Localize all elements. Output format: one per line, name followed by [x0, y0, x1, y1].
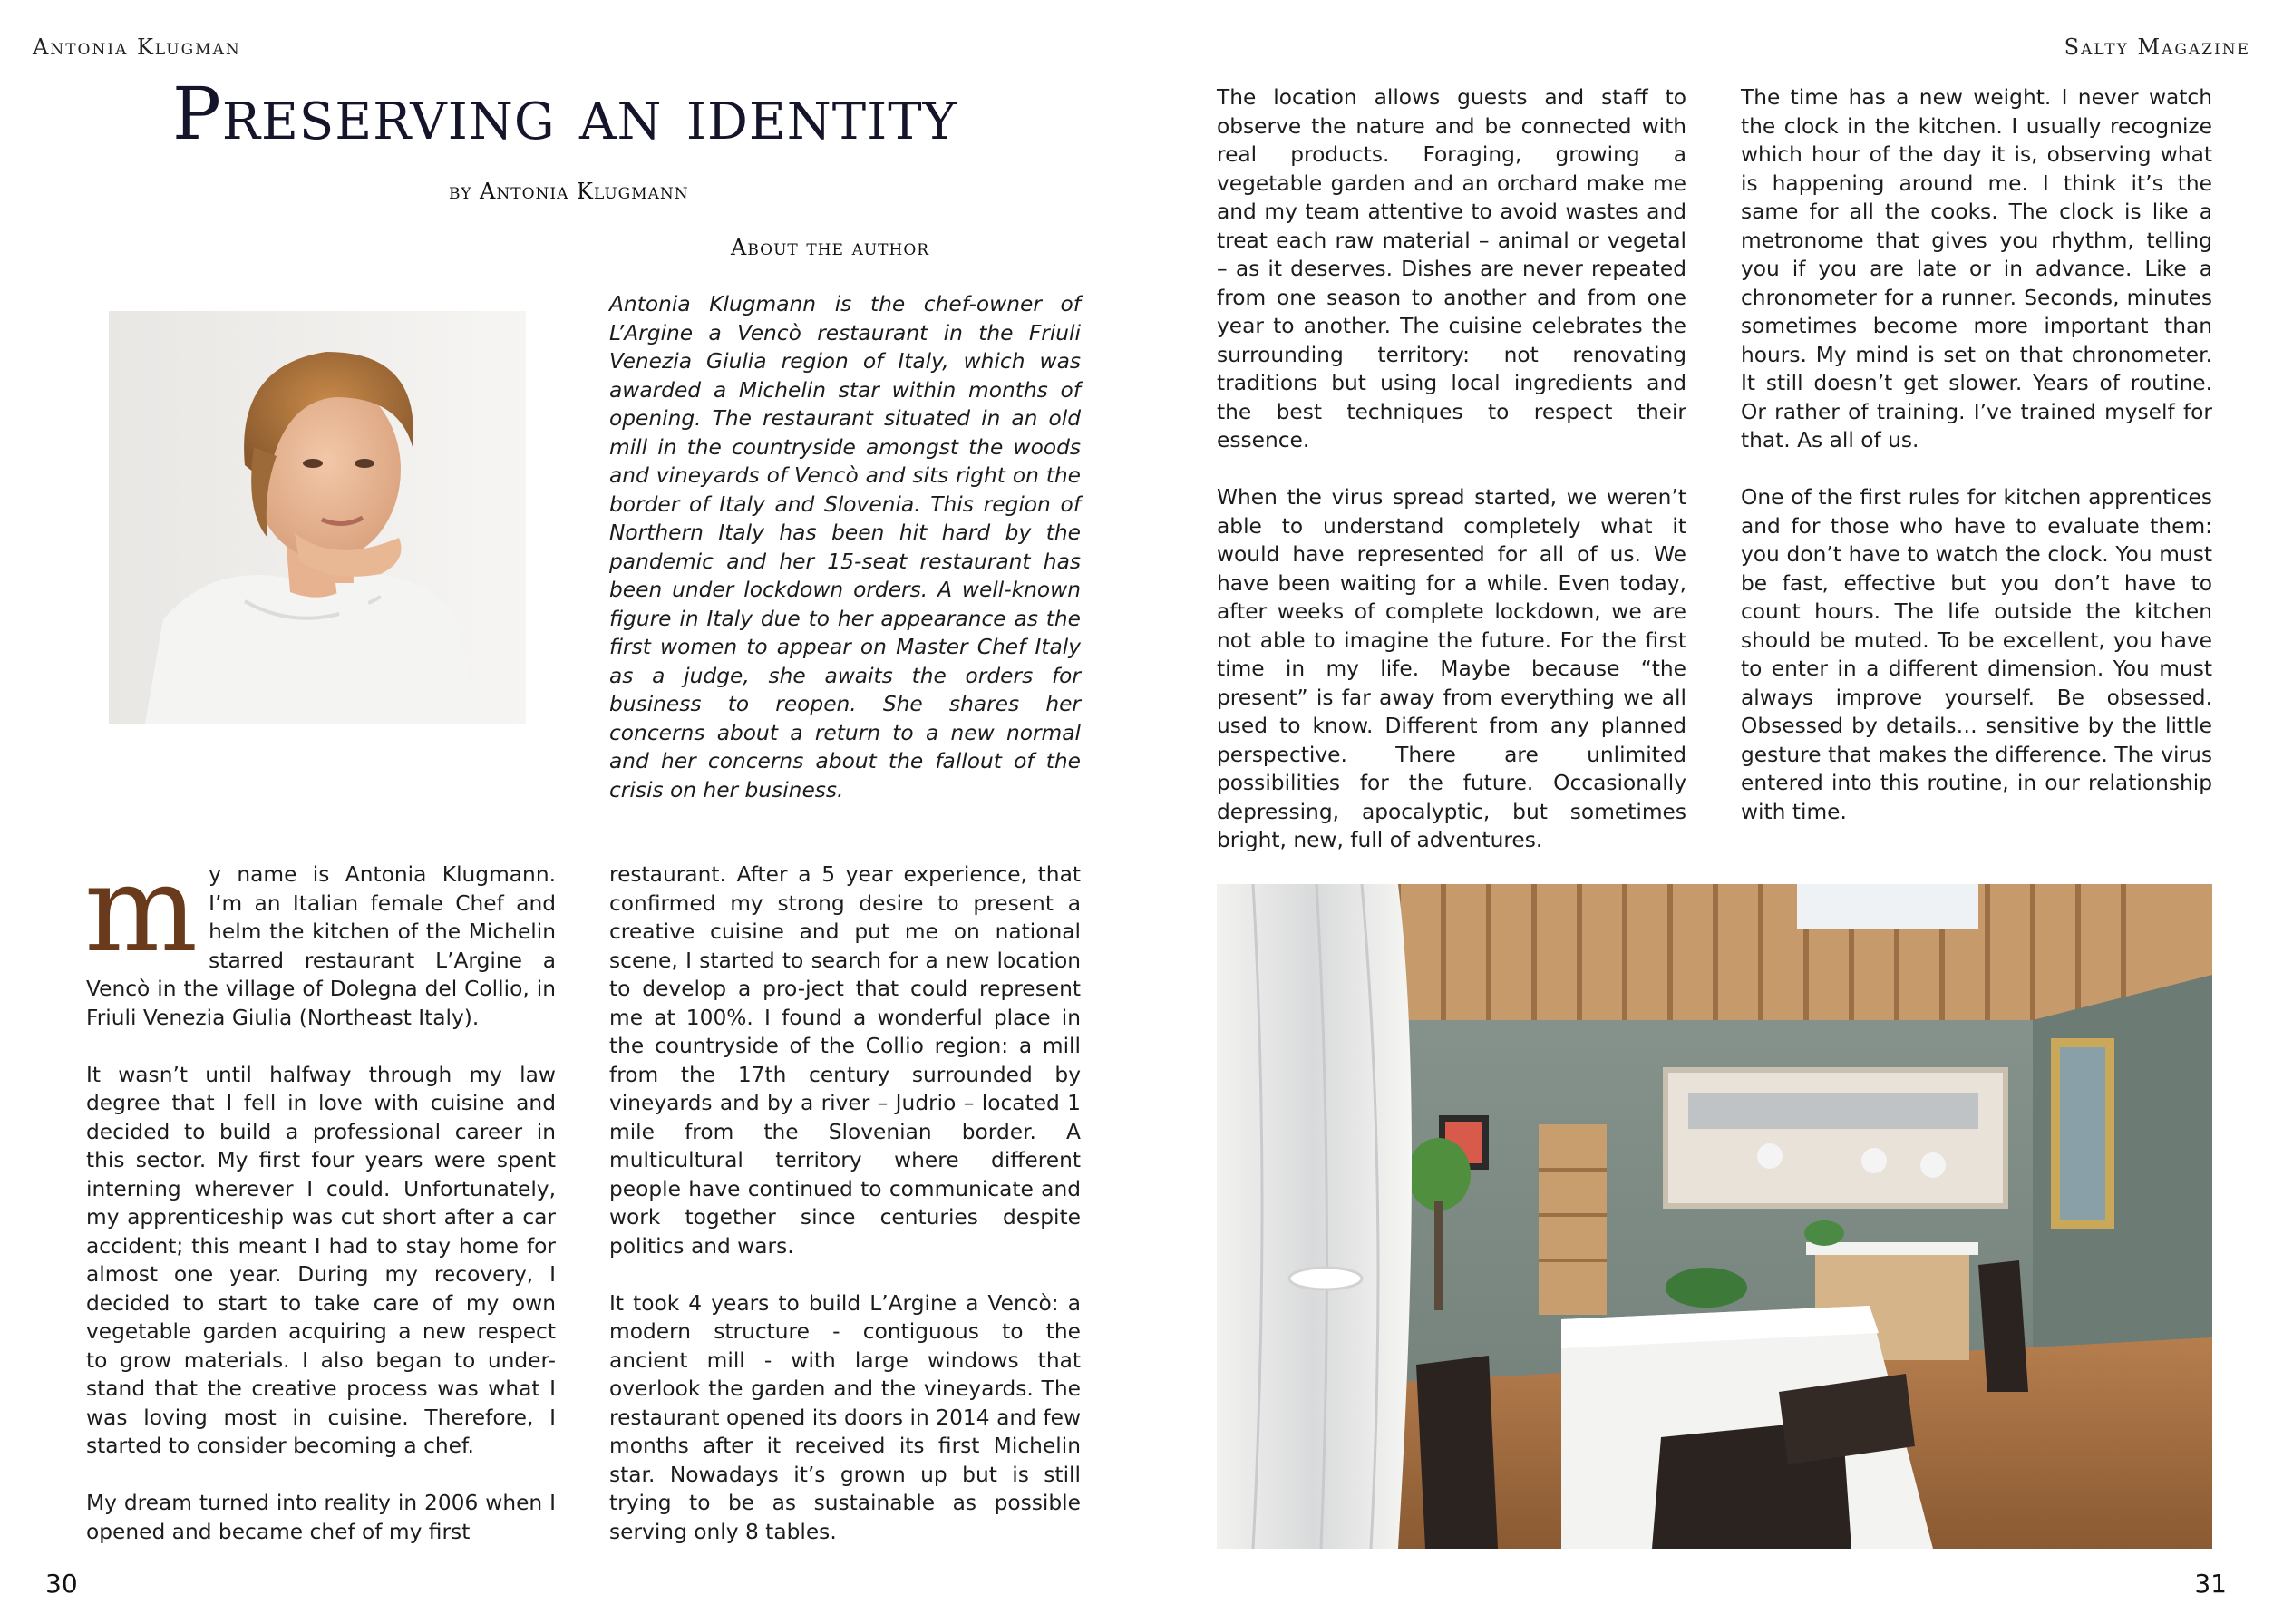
author-bio [609, 290, 1081, 804]
restaurant-interior-image [1217, 884, 2212, 1549]
page-number-right: 31 [2194, 1569, 2227, 1599]
article-paragraph: It wasn’t until halfway through my law degree that I fell in love with cuisine and decided to build a professional career in this sector. My first four years were spent interning wherever I could. Unfortunately, my apprenticeship was cut short after a car accident; this meant I had to stay home for almost one year. During my recovery, I decided to start to take care of my own vegetable garden acquiring a new respect to grow materials. I also began to under-stand that the creative process was what I was loving most in cuisine. Therefore, I started to consider becoming a chef. [86, 1062, 556, 1458]
article-column-3 [1217, 83, 1686, 855]
running-header-left: Antonia Klugman [33, 34, 241, 60]
article-column-2 [609, 861, 1081, 1546]
running-header-right: Salty Magazine [2064, 34, 2250, 60]
drop-cap: m [84, 840, 199, 979]
article-paragraph: One of the first rules for kitchen apprentices and for those who have to evaluate them: you don’t have to watch the clock. You must be fast, effective but you don’t have to count hours. The life outside the kitchen should be muted. To be excellent, you have to enter in a different dimension. You must always improve yourself. Be obsessed. Obsessed by details… sensitive by the little gesture that makes the difference. The virus entered into this routine, in our relationship with time. [1741, 485, 2212, 824]
article-paragraph: The location allows guests and staff to observe the nature and be connected with real products. Foraging, growing a vegetable garden and an orchard make me and my team attentive to avoid wastes and treat each raw material – animal or vegetal – as it deserves. Dishes are never repeated from one season to another and from one year to another. The cuisine celebrates the surrounding territory: not renovating traditions but using local ingredients and the best techniques to respect their essence. [1217, 85, 1686, 452]
article-paragraph: My dream turned into reality in 2006 when I opened and became chef of my first [86, 1491, 556, 1544]
article-column-1 [84, 840, 556, 1546]
article-byline: by Antonia Klugmann [449, 179, 689, 204]
article-column-4 [1741, 83, 2212, 826]
article-paragraph: It took 4 years to build L’Argine a Vencò: a modern structure - contiguous to the ancient mill - with large windows that overlook the garden and the vineyards. The restaurant opened its doors in 2014 and few months after it received its first Michelin star. Nowadays it’s grown up but is still trying to be as sustainable as possible serving only 8 tables. [609, 1290, 1081, 1544]
about-author-heading: About the author [731, 235, 930, 260]
article-paragraph: When the virus spread started, we weren’t able to understand completely what it would have represented for all of us. We have been waiting for a while. Even today, after weeks of complete lockdown, we are not able to imagine the future. For the first time in my life. Maybe because “the present” is far away from everything we all used to know. Different from any planned perspective. There are unlimited possibilities for the future. Occasionally depressing, apocalyptic, but sometimes bright, new, full of adventures. [1217, 485, 1686, 852]
article-paragraph: The time has a new weight. I never watch the clock in the kitchen. I usually recognize which hour of the day it is, observing what is happening around me. I think it’s the same for all the cooks. The clock is like a metronome that gives you rhythm, telling you if you are late or in advance. Like a chronometer for a runner. Seconds, minutes sometimes become more important than hours. My mind is set on that chronometer. It still doesn’t get slower. Years of routine. Or rather of training. I’ve trained myself for that. As all of us. [1741, 85, 2212, 452]
author-bio-text: Antonia Klugmann is the chef-owner of L’Argine a Vencò restaurant in the Friuli Venezia Giulia region of Italy, which was awarded a Michelin star within months of opening. The restaurant situated in an old mill in the countryside amongst the woods and vineyards of Vencò and sits right on the border of Italy and Slovenia. This region of Northern Italy has been hit hard by the pandemic and her 15-seat restaurant has been under lockdown orders. A well-known figure in Italy due to her appearance as the first women to appear on Master Chef Italy as a judge, she awaits the orders for business to reopen. She shares her concerns about a return to a new normal and her concerns about the fallout of the crisis on her business. [609, 292, 1081, 802]
page-number-left: 30 [45, 1569, 78, 1599]
article-paragraph: restaurant. After a 5 year experience, that confirmed my strong desire to present a creative cuisine and put me on national scene, I started to search for a new location to develop a pro-ject that could represent me at 100%. I found a wonderful place in the countryside of the Collio region: a mill from the 17th century surrounded by vineyards and by a river – Judrio – located 1 mile from the Slovenian border. A multicultural territory where different people have continued to communicate and work together since centuries despite politics and wars. [609, 862, 1081, 1259]
author-portrait-image [109, 311, 526, 724]
article-paragraph-text: y name is Antonia Klugmann. I’m an Italian female Chef and helm the kitchen of the Michelin starred restaurant L’Argine a Vencò in the village of Dolegna del Collio, in Friuli Venezia Giulia (Northeast Italy). [86, 862, 556, 1030]
article-paragraph [84, 840, 556, 1032]
article-title: Preserving an identity [172, 72, 957, 156]
